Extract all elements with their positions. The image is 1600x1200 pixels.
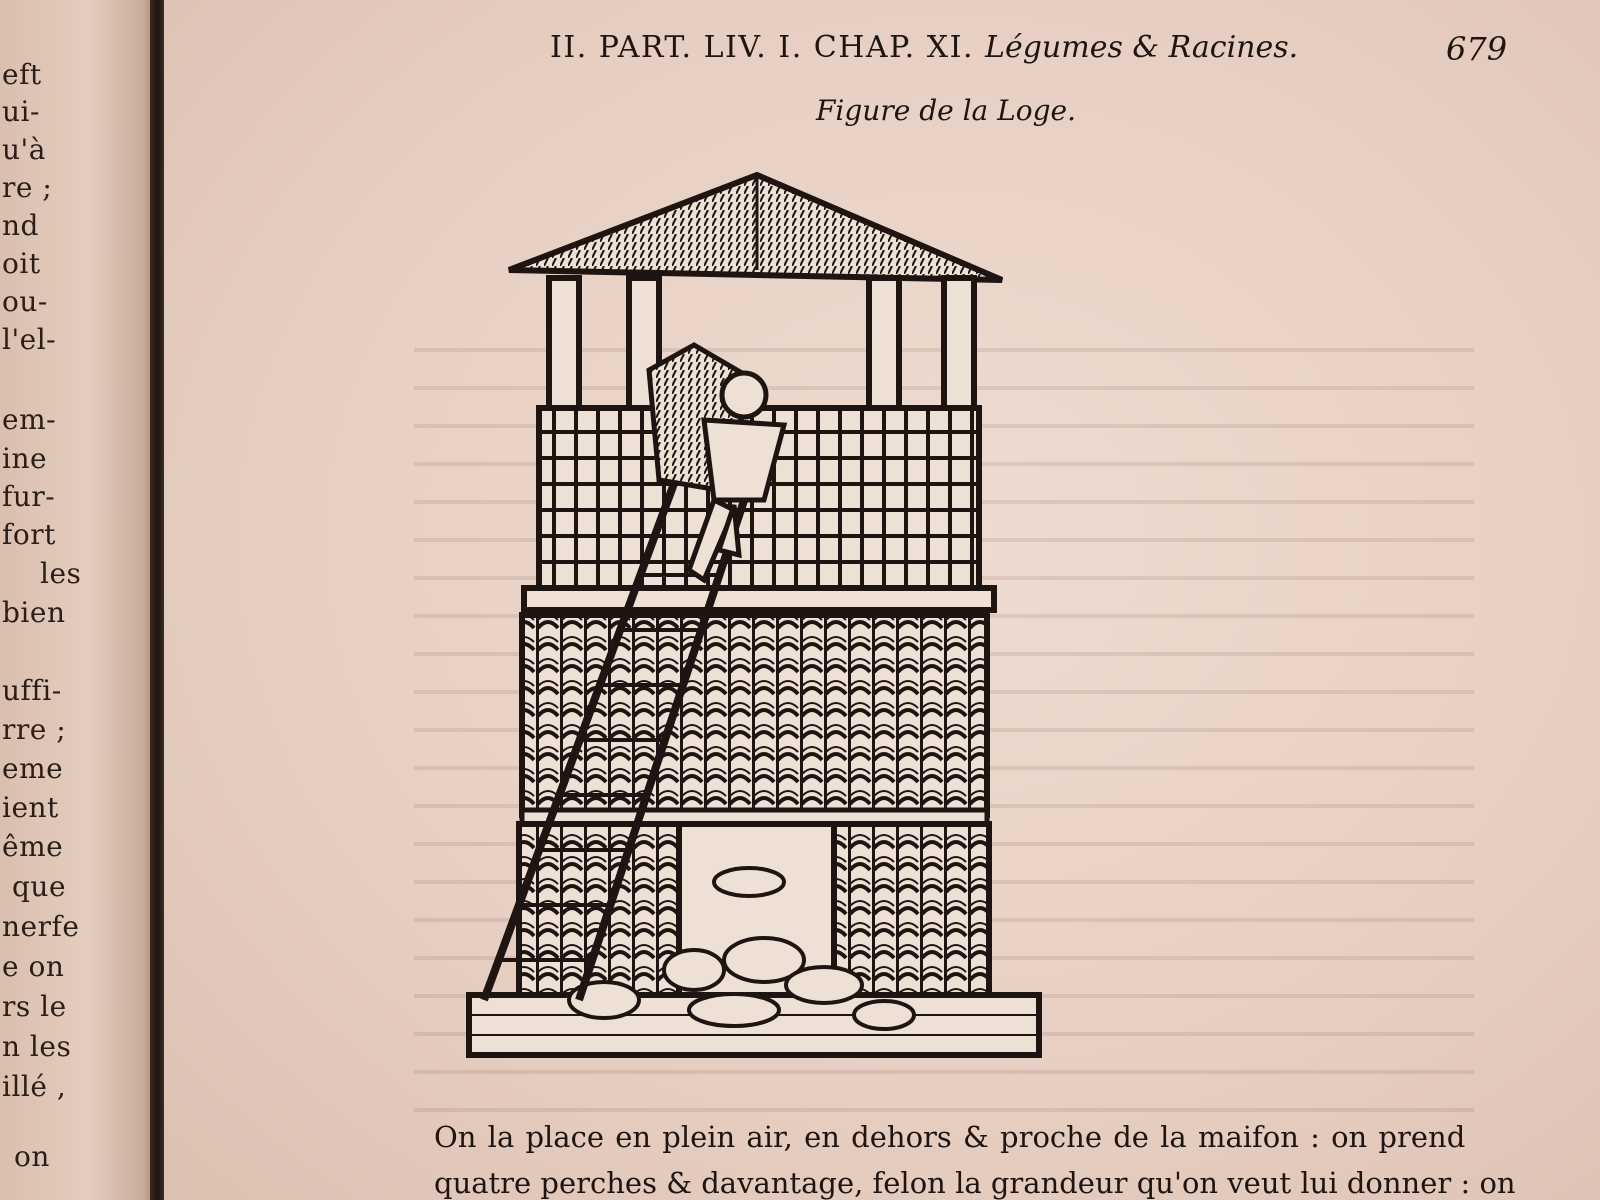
woodcut-illustration bbox=[464, 170, 1044, 1070]
left-fragment: on bbox=[14, 1140, 50, 1173]
left-fragment: que bbox=[12, 870, 67, 903]
left-fragment: oit bbox=[2, 247, 41, 280]
left-fragment: rs le bbox=[2, 990, 67, 1023]
body-line: On la place en plein air, en dehors & proche de la maifon : on prend bbox=[434, 1120, 1466, 1154]
left-fragment: bien bbox=[2, 596, 66, 629]
body-line: quatre perches & davantage, felon la grandeur qu'on veut lui donner : on bbox=[434, 1166, 1516, 1200]
left-fragment: u'à bbox=[2, 133, 46, 166]
lower-storage-right bbox=[834, 824, 989, 999]
left-fragment: nd bbox=[2, 209, 39, 242]
left-fragment: nerfe bbox=[2, 910, 80, 943]
left-fragment: eft bbox=[2, 58, 42, 91]
running-head-title: Légumes & Racines. bbox=[985, 30, 1299, 65]
left-fragment: e on bbox=[2, 950, 65, 983]
left-fragment: l'el- bbox=[2, 323, 57, 356]
left-page bbox=[0, 0, 162, 1200]
left-fragment: uffi- bbox=[2, 674, 62, 707]
left-fragment: rre ; bbox=[2, 713, 67, 746]
left-fragment: illé , bbox=[2, 1070, 67, 1103]
page-number: 679 bbox=[1446, 30, 1508, 68]
left-fragment: n les bbox=[2, 1030, 72, 1063]
left-fragment: em- bbox=[2, 403, 57, 436]
left-fragment: ine bbox=[2, 442, 48, 475]
running-head bbox=[550, 30, 1298, 65]
left-fragment: re ; bbox=[2, 171, 53, 204]
post bbox=[944, 278, 974, 408]
upper-beam bbox=[524, 588, 994, 610]
running-head-part: II. PART. LIV. I. CHAP. XI. bbox=[550, 30, 974, 65]
left-fragment: ême bbox=[2, 830, 64, 863]
left-fragment: ou- bbox=[2, 285, 48, 318]
post bbox=[549, 278, 579, 408]
figure-caption: Figure de la Loge. bbox=[816, 94, 1076, 127]
post bbox=[869, 278, 899, 408]
left-fragment: ient bbox=[2, 791, 59, 824]
left-fragment: les bbox=[40, 557, 82, 590]
left-fragment: ui- bbox=[2, 95, 40, 128]
left-fragment: fort bbox=[2, 518, 56, 551]
right-page bbox=[164, 0, 1600, 1200]
left-fragment: eme bbox=[2, 752, 64, 785]
left-fragment: fur- bbox=[2, 480, 56, 513]
